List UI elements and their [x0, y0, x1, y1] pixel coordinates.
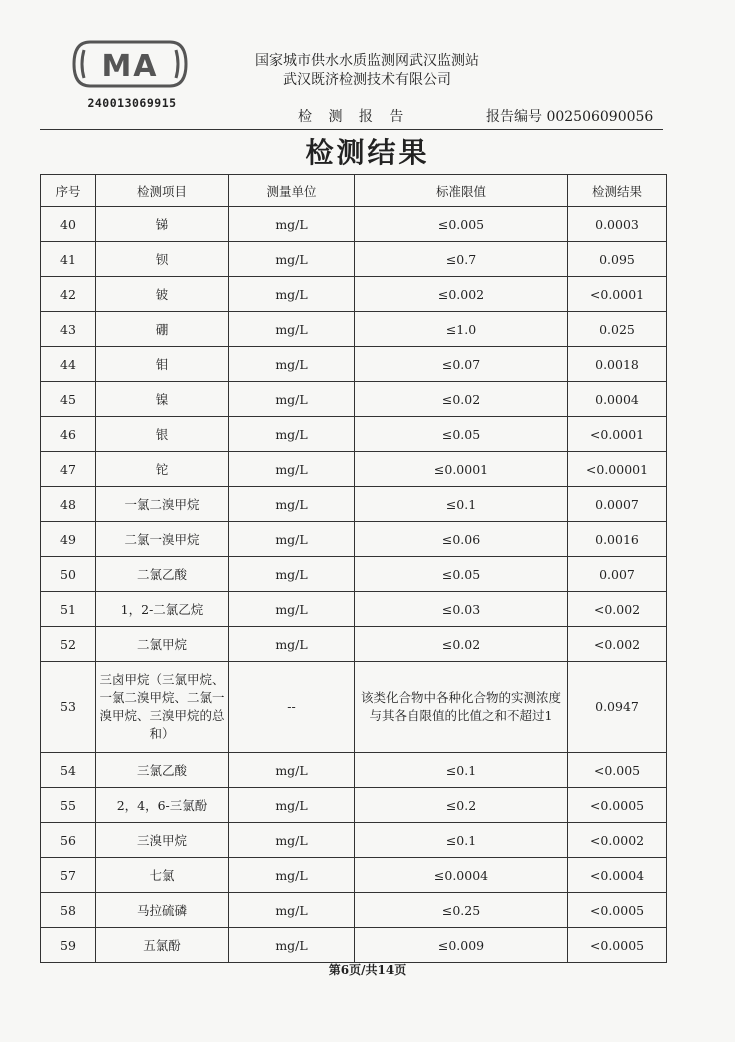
item-cell: 2，4，6-三氯酚	[96, 788, 229, 823]
row-number-cell: 41	[41, 242, 96, 277]
result-cell: 0.0004	[568, 382, 667, 417]
limit-cell: ≤1.0	[355, 312, 568, 347]
certification-number: 240013069915	[87, 96, 177, 110]
unit-cell: mg/L	[229, 452, 355, 487]
unit-cell: mg/L	[229, 893, 355, 928]
item-cell: 钼	[96, 347, 229, 382]
table-row	[41, 277, 667, 312]
item-cell: 三卤甲烷（三氯甲烷、一氯二溴甲烷、二氯一溴甲烷、三溴甲烷的总和）	[96, 662, 229, 753]
header-divider	[40, 129, 663, 130]
unit-cell: mg/L	[229, 592, 355, 627]
unit-cell: mg/L	[229, 928, 355, 963]
table-row	[41, 788, 667, 823]
item-cell: 1，2-二氯乙烷	[96, 592, 229, 627]
result-cell: 0.0016	[568, 522, 667, 557]
item-cell: 铊	[96, 452, 229, 487]
limit-cell: ≤0.02	[355, 627, 568, 662]
unit-cell: mg/L	[229, 417, 355, 452]
column-header-unit: 测量单位	[229, 175, 355, 207]
table-row	[41, 207, 667, 242]
limit-cell: ≤0.1	[355, 823, 568, 858]
limit-cell: ≤0.02	[355, 382, 568, 417]
page-title: 检测结果	[305, 136, 430, 169]
unit-cell: mg/L	[229, 788, 355, 823]
table-row	[41, 452, 667, 487]
table-row	[41, 242, 667, 277]
limit-cell: ≤0.2	[355, 788, 568, 823]
row-number-cell: 56	[41, 823, 96, 858]
limit-cell: ≤0.03	[355, 592, 568, 627]
column-header-limit: 标准限值	[355, 175, 568, 207]
limit-cell: ≤0.002	[355, 277, 568, 312]
item-cell: 锑	[96, 207, 229, 242]
item-cell: 银	[96, 417, 229, 452]
row-number-cell: 59	[41, 928, 96, 963]
table-body	[41, 207, 667, 963]
column-header-result: 检测结果	[568, 175, 667, 207]
unit-cell: mg/L	[229, 277, 355, 312]
results-table	[40, 174, 667, 963]
table-row	[41, 312, 667, 347]
unit-cell: mg/L	[229, 627, 355, 662]
org-line-2: 武汉既济检测技术有限公司	[283, 72, 451, 88]
column-header-item: 检测项目	[96, 175, 229, 207]
row-number-cell: 43	[41, 312, 96, 347]
row-number-cell: 54	[41, 753, 96, 788]
row-number-cell: 46	[41, 417, 96, 452]
limit-cell: ≤0.0001	[355, 452, 568, 487]
row-number-cell: 42	[41, 277, 96, 312]
row-number-cell: 45	[41, 382, 96, 417]
item-cell: 二氯甲烷	[96, 627, 229, 662]
result-cell: <0.0005	[568, 788, 667, 823]
unit-cell: mg/L	[229, 347, 355, 382]
table-header-row	[41, 175, 667, 207]
item-cell: 三溴甲烷	[96, 823, 229, 858]
table-row	[41, 928, 667, 963]
unit-cell: mg/L	[229, 242, 355, 277]
limit-cell: ≤0.25	[355, 893, 568, 928]
item-cell: 七氯	[96, 858, 229, 893]
page-footer: 第6页/共14页	[328, 963, 407, 977]
limit-cell: ≤0.1	[355, 753, 568, 788]
item-cell: 镍	[96, 382, 229, 417]
cma-logo	[70, 36, 190, 92]
limit-cell: ≤0.1	[355, 487, 568, 522]
result-cell: <0.0001	[568, 277, 667, 312]
org-line-1: 国家城市供水水质监测网武汉监测站	[255, 53, 479, 69]
result-cell: <0.0005	[568, 928, 667, 963]
organization-names	[222, 52, 512, 90]
unit-cell: mg/L	[229, 858, 355, 893]
table-row	[41, 627, 667, 662]
limit-cell: ≤0.06	[355, 522, 568, 557]
row-number-cell: 52	[41, 627, 96, 662]
table-row	[41, 753, 667, 788]
table-row	[41, 557, 667, 592]
item-cell: 硼	[96, 312, 229, 347]
svg-text:MA: MA	[101, 49, 159, 84]
result-cell: 0.0007	[568, 487, 667, 522]
row-number-cell: 48	[41, 487, 96, 522]
item-cell: 二氯乙酸	[96, 557, 229, 592]
result-cell: <0.0004	[568, 858, 667, 893]
table-row	[41, 592, 667, 627]
result-cell: <0.0001	[568, 417, 667, 452]
item-cell: 一氯二溴甲烷	[96, 487, 229, 522]
result-cell: 0.007	[568, 557, 667, 592]
row-number-cell: 58	[41, 893, 96, 928]
item-cell: 马拉硫磷	[96, 893, 229, 928]
table-row	[41, 893, 667, 928]
unit-cell: mg/L	[229, 207, 355, 242]
item-cell: 五氯酚	[96, 928, 229, 963]
unit-cell: mg/L	[229, 557, 355, 592]
result-cell: 0.0947	[568, 662, 667, 753]
item-cell: 二氯一溴甲烷	[96, 522, 229, 557]
row-number-cell: 40	[41, 207, 96, 242]
row-number-cell: 51	[41, 592, 96, 627]
row-number-cell: 53	[41, 662, 96, 753]
unit-cell: mg/L	[229, 312, 355, 347]
row-number-cell: 57	[41, 858, 96, 893]
limit-cell: ≤0.7	[355, 242, 568, 277]
result-cell: <0.00001	[568, 452, 667, 487]
item-cell: 铍	[96, 277, 229, 312]
unit-cell: mg/L	[229, 522, 355, 557]
item-cell: 三氯乙酸	[96, 753, 229, 788]
table-row	[41, 487, 667, 522]
unit-cell: mg/L	[229, 823, 355, 858]
table-row	[41, 662, 667, 753]
result-cell: 0.095	[568, 242, 667, 277]
cma-seal-icon	[70, 36, 190, 92]
table-row	[41, 858, 667, 893]
table-row	[41, 347, 667, 382]
table-row	[41, 382, 667, 417]
result-cell: <0.0005	[568, 893, 667, 928]
result-cell: <0.002	[568, 592, 667, 627]
result-cell: <0.0002	[568, 823, 667, 858]
row-number-cell: 47	[41, 452, 96, 487]
result-cell: 0.025	[568, 312, 667, 347]
item-cell: 钡	[96, 242, 229, 277]
result-cell: <0.005	[568, 753, 667, 788]
limit-cell: 该类化合物中各种化合物的实测浓度与其各自限值的比值之和不超过1	[355, 662, 568, 753]
table-row	[41, 522, 667, 557]
row-number-cell: 55	[41, 788, 96, 823]
unit-cell: mg/L	[229, 382, 355, 417]
unit-cell: mg/L	[229, 753, 355, 788]
row-number-cell: 49	[41, 522, 96, 557]
unit-cell: --	[229, 662, 355, 753]
limit-cell: ≤0.009	[355, 928, 568, 963]
table-row	[41, 417, 667, 452]
report-number: 报告编号 002506090056	[486, 109, 654, 125]
limit-cell: ≤0.07	[355, 347, 568, 382]
limit-cell: ≤0.0004	[355, 858, 568, 893]
result-cell: <0.002	[568, 627, 667, 662]
limit-cell: ≤0.05	[355, 417, 568, 452]
column-header-number: 序号	[41, 175, 96, 207]
row-number-cell: 50	[41, 557, 96, 592]
report-title: 检 测 报 告	[298, 109, 410, 125]
result-cell: 0.0003	[568, 207, 667, 242]
result-cell: 0.0018	[568, 347, 667, 382]
limit-cell: ≤0.05	[355, 557, 568, 592]
unit-cell: mg/L	[229, 487, 355, 522]
table-row	[41, 823, 667, 858]
row-number-cell: 44	[41, 347, 96, 382]
limit-cell: ≤0.005	[355, 207, 568, 242]
